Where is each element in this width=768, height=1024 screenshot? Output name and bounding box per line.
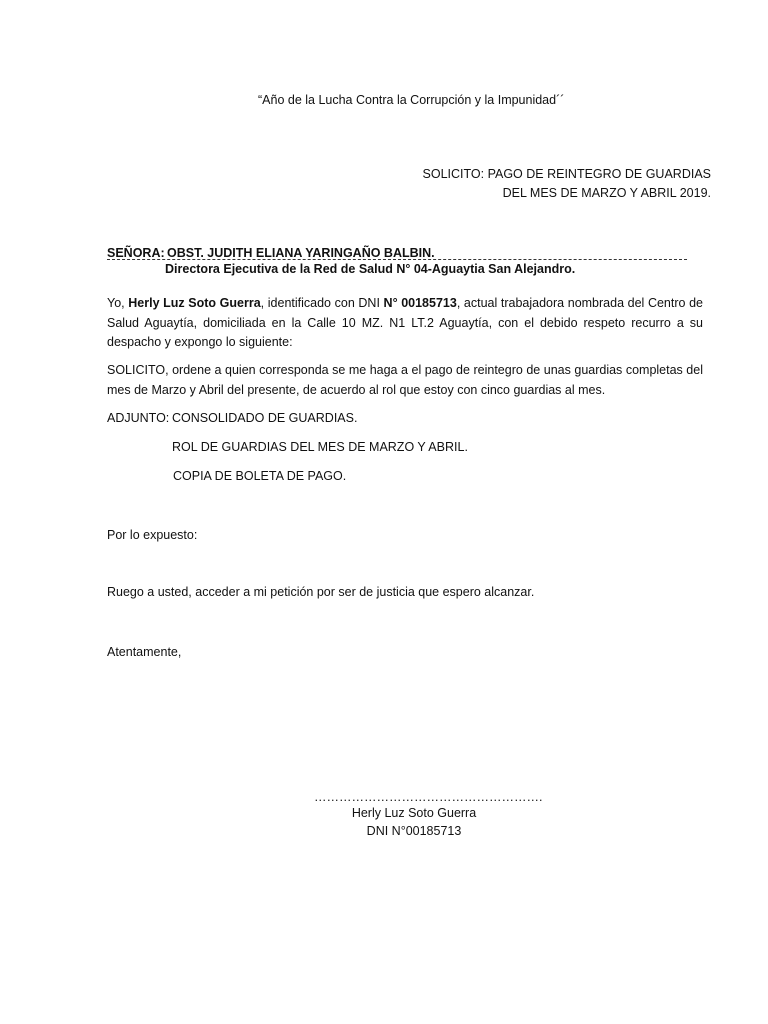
addressee-name: OBST. JUDITH ELIANA YARINGAÑO BALBIN. — [167, 246, 435, 260]
intro-name: Herly Luz Soto Guerra — [128, 296, 261, 310]
closing-plea: Ruego a usted, acceder a mi petición por ser de justicia que espero alcanzar. — [107, 585, 535, 599]
salutation: SEÑORA: — [107, 246, 165, 260]
intro-text-2: , identificado con DNI — [260, 296, 384, 310]
attachment-item: ROL DE GUARDIAS DEL MES DE MARZO Y ABRIL. — [172, 440, 468, 454]
motto: “Año de la Lucha Contra la Corrupción y la Impunidad´´ — [258, 93, 565, 107]
closing-regards: Atentamente, — [107, 645, 182, 659]
attachments-label: ADJUNTO: — [107, 411, 170, 425]
closing-expuesto: Por lo expuesto: — [107, 528, 198, 542]
signature-dni: DNI N°00185713 — [366, 824, 462, 838]
subject-line-1: SOLICITO: PAGO DE REINTEGRO DE GUARDIAS — [422, 167, 711, 181]
addressee-position: Directora Ejecutiva de la Red de Salud N° 04-Aguaytia San Alejandro. — [165, 262, 576, 276]
signature-name: Herly Luz Soto Guerra — [351, 806, 477, 820]
intro-text-3: , actual trabajadora nombrada del Centro de Salud Aguaytía, domiciliada en la Calle 10 MZ. N1 LT.2 Aguaytía, con el debido respeto recurro a su despacho y expongo lo siguiente: — [107, 296, 703, 349]
intro-text-1: Yo, — [107, 296, 129, 310]
subject-line-2: DEL MES DE MARZO Y ABRIL 2019. — [502, 186, 711, 200]
attachment-item: COPIA DE BOLETA DE PAGO. — [173, 469, 347, 483]
attachment-item: CONSOLIDADO DE GUARDIAS. — [172, 411, 358, 425]
request-paragraph: SOLICITO, ordene a quien corresponda se me haga a el pago de reintegro de unas guardias completas del mes de Marzo y Abril del presente, de acuerdo al rol que estoy con cinco guardias al mes. — [107, 363, 703, 397]
signature-line: ………………………………………………. — [314, 790, 543, 804]
intro-dni: N° 00185713 — [383, 296, 457, 310]
intro-paragraph — [107, 294, 703, 353]
divider — [107, 259, 687, 260]
